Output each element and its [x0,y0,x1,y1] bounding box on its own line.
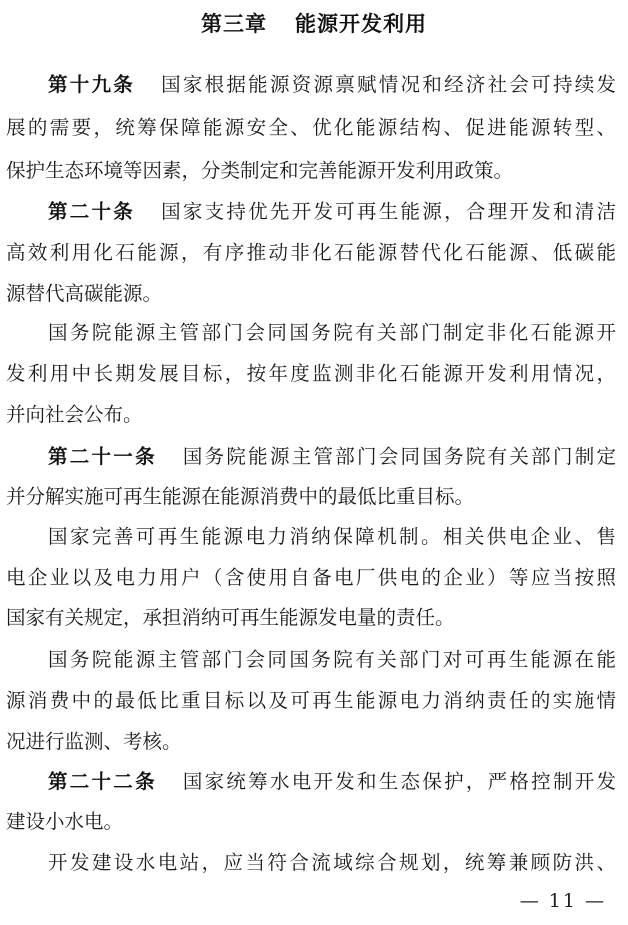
paragraph-line: 电企业以及电力用户（含使用自备电厂供电的企业）等应当按照 [6,566,616,589]
line-text: 国家根据能源资源禀赋情况和经济社会可持续发 [161,73,616,96]
paragraph-line [48,767,616,797]
paragraph-line: 开发建设水电站，应当符合流域综合规划，统筹兼顾防洪、 [48,851,616,874]
paragraph-line: 建设小水电。 [6,810,124,833]
paragraph-line [48,70,616,100]
paragraph-line [48,442,616,472]
paragraph-line: 并向社会公布。 [6,403,143,426]
paragraph-line: 展的需要，统筹保障能源安全、优化能源结构、促进能源转型、 [6,116,616,139]
chapter-heading [0,8,628,38]
line-text: 国家统筹水电开发和生态保护，严格控制开发 [182,770,616,793]
paragraph-line: 并分解实施可再生能源在能源消费中的最低比重目标。 [6,485,475,508]
line-text: 国务院能源主管部门会同国务院有关部门制定 [182,445,616,468]
paragraph-line: 发利用中长期发展目标，按年度监测非化石能源开发利用情况， [6,362,616,385]
paragraph-line: 保护生态环境等因素，分类制定和完善能源开发利用政策。 [6,159,514,182]
article-label: 第二十条 [48,200,136,223]
paragraph-line: 高效利用化石能源，有序推动非化石能源替代化石能源、低碳能 [6,241,616,264]
chapter-title: 能源开发利用 [295,12,427,36]
article-label: 第十九条 [48,73,136,96]
paragraph-line: 源消费中的最低比重目标以及可再生能源电力消纳责任的实施情 [6,689,616,712]
paragraph-line: 国家有关规定，承担消纳可再生能源发电量的责任。 [6,606,455,629]
paragraph-line: 源替代高碳能源。 [6,282,163,305]
article-label: 第二十二条 [48,770,157,793]
page-number: — 11 — [519,890,606,912]
chapter-number: 第三章 [201,12,267,36]
paragraph-line: 国务院能源主管部门会同国务院有关部门对可再生能源在能 [48,648,616,671]
paragraph-line [48,197,616,227]
paragraph-line: 国务院能源主管部门会同国务院有关部门制定非化石能源开 [48,321,616,344]
paragraph-line: 况进行监测、考核。 [6,730,182,753]
line-text: 国家支持优先开发可再生能源，合理开发和清洁 [161,200,616,223]
paragraph-line: 国家完善可再生能源电力消纳保障机制。相关供电企业、售 [48,525,616,548]
article-label: 第二十一条 [48,445,157,468]
